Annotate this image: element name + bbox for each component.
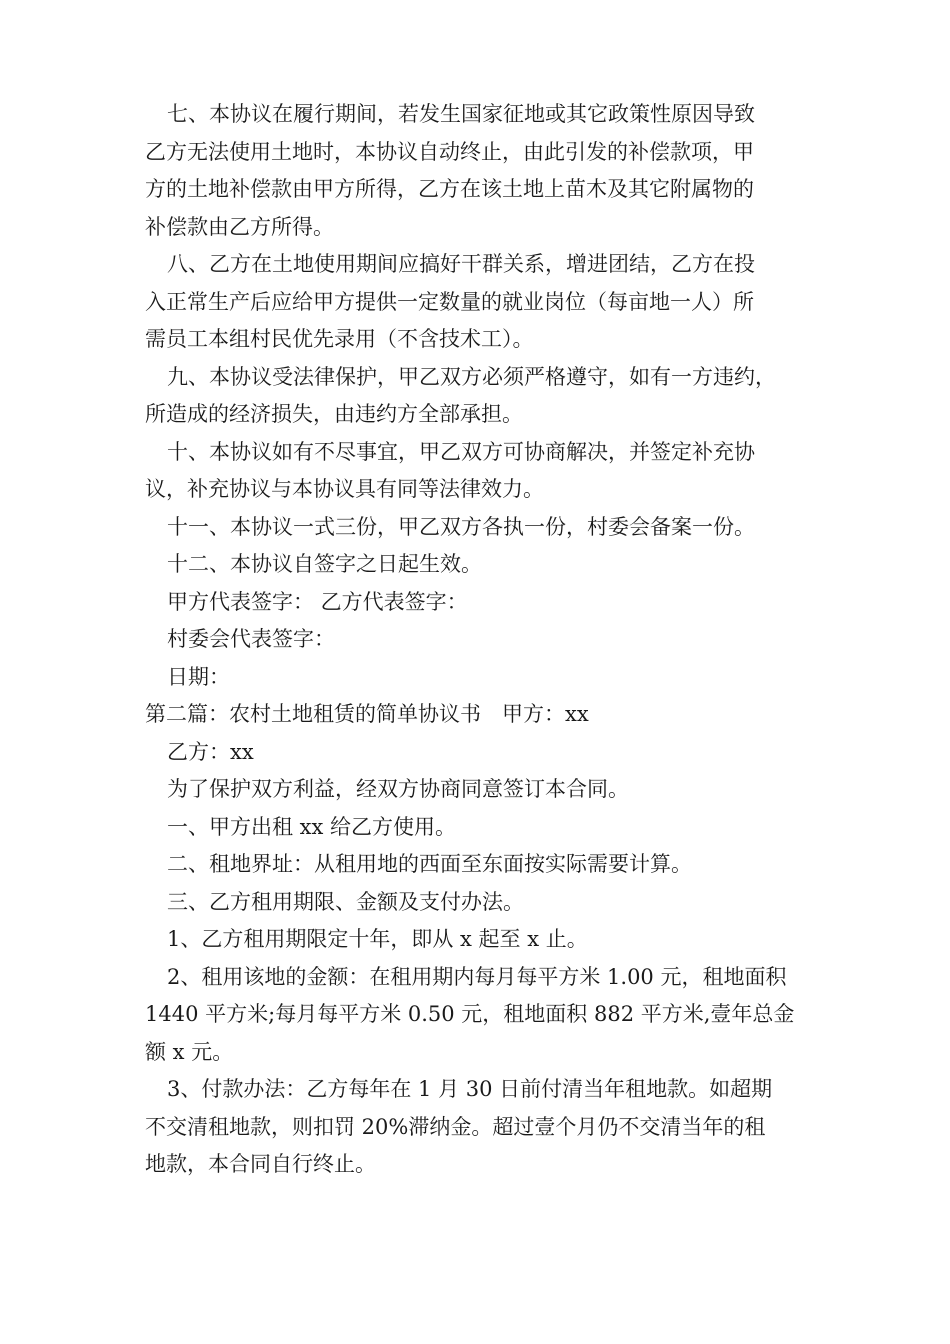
paragraph <box>145 696 815 734</box>
text-line: 七、本协议在履行期间，若发生国家征地或其它政策性原因导致 <box>167 102 755 126</box>
text-line: 方的土地补偿款由甲方所得，乙方在该土地上苗木及其它附属物的 <box>145 177 754 201</box>
text-line: 地款，本合同自行终止。 <box>145 1152 376 1176</box>
text-line: 1、乙方租用期限定十年，即从 x 起至 x 止。 <box>167 927 588 951</box>
paragraph <box>145 734 815 772</box>
paragraph <box>145 1071 815 1184</box>
text-line: 九、本协议受法律保护，甲乙双方必须严格遵守，如有一方违约， <box>167 364 776 389</box>
paragraph <box>145 546 815 584</box>
paragraph <box>145 884 815 922</box>
text-line: 第二篇：农村土地租赁的简单协议书 甲方：xx <box>145 702 589 726</box>
text-line: 村委会代表签字： <box>167 627 335 651</box>
text-line: 议，补充协议与本协议具有同等法律效力。 <box>145 477 544 501</box>
paragraph <box>145 959 815 1072</box>
paragraph <box>145 359 815 434</box>
text-line: 甲方代表签字： 乙方代表签字： <box>167 589 468 614</box>
text-line: 日期： <box>167 664 230 689</box>
text-line: 2、租用该地的金额：在租用期内每月每平方米 1.00 元，租地面积 <box>167 964 787 989</box>
paragraph <box>145 621 815 659</box>
text-line: 三、乙方租用期限、金额及支付办法。 <box>167 889 524 914</box>
paragraph <box>145 921 815 959</box>
text-line: 八、乙方在土地使用期间应搞好干群关系，增进团结，乙方在投 <box>167 252 755 276</box>
paragraph <box>145 434 815 509</box>
text-line: 十、本协议如有不尽事宜，甲乙双方可协商解决，并签定补充协 <box>167 439 755 464</box>
text-line: 十一、本协议一式三份，甲乙双方各执一份，村委会备案一份。 <box>167 514 755 539</box>
text-line: 入正常生产后应给甲方提供一定数量的就业岗位（每亩地一人）所 <box>145 289 754 314</box>
paragraph <box>145 584 815 622</box>
paragraph <box>145 96 815 246</box>
text-line: 额 x 元。 <box>145 1039 234 1064</box>
text-line: 所造成的经济损失，由违约方全部承担。 <box>145 402 523 426</box>
paragraph <box>145 509 815 547</box>
text-line: 不交清租地款，则扣罚 20%滞纳金。超过壹个月仍不交清当年的租 <box>145 1114 766 1139</box>
text-line: 补偿款由乙方所得。 <box>145 214 334 239</box>
text-line: 一、甲方出租 xx 给乙方使用。 <box>167 814 457 839</box>
text-line: 1440 平方米;每月每平方米 0.50 元，租地面积 882 平方米,壹年总金 <box>145 1002 795 1026</box>
paragraph <box>145 846 815 884</box>
document-body <box>145 96 815 1184</box>
paragraph <box>145 771 815 809</box>
text-line: 3、付款办法：乙方每年在 1 月 30 日前付清当年租地款。如超期 <box>167 1077 773 1101</box>
text-line: 乙方：xx <box>167 739 254 764</box>
text-line: 乙方无法使用土地时，本协议自动终止，由此引发的补偿款项，甲 <box>145 139 754 164</box>
text-line: 十二、本协议自签字之日起生效。 <box>167 552 482 576</box>
paragraph <box>145 659 815 697</box>
paragraph <box>145 809 815 847</box>
text-line: 需员工本组村民优先录用（不含技术工）。 <box>145 327 534 351</box>
text-line: 为了保护双方利益，经双方协商同意签订本合同。 <box>167 777 629 801</box>
paragraph <box>145 246 815 359</box>
text-line: 二、租地界址：从租用地的西面至东面按实际需要计算。 <box>167 852 692 876</box>
